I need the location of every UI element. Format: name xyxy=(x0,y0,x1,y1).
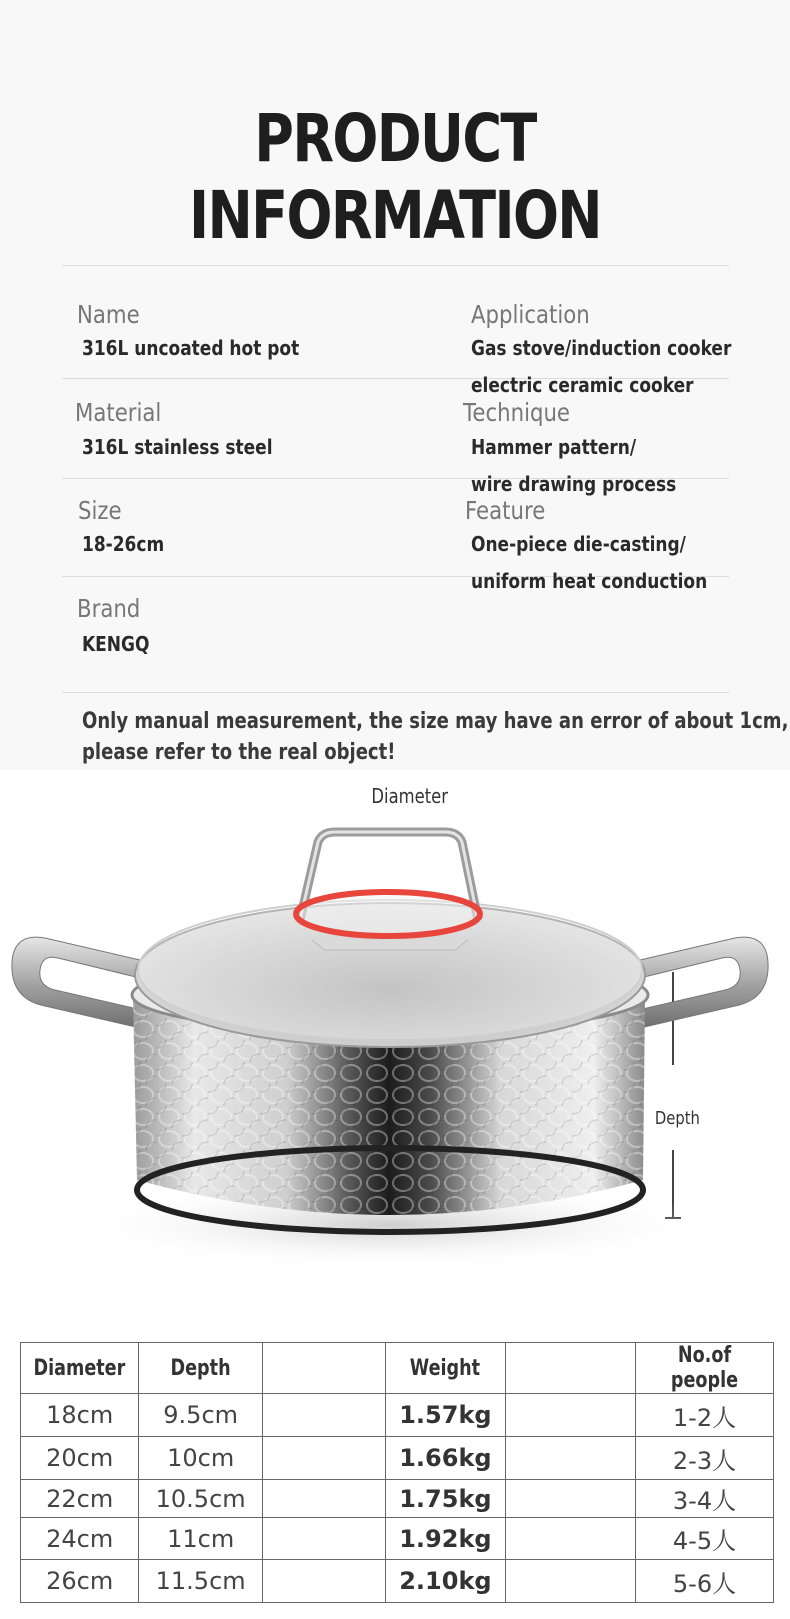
cell-empty xyxy=(262,1518,385,1560)
cell-empty xyxy=(506,1437,636,1480)
cell-people: 3-4人 xyxy=(636,1480,774,1518)
cell-depth: 11cm xyxy=(139,1518,263,1560)
cell-weight: 1.57kg xyxy=(385,1394,506,1437)
table-header-row xyxy=(21,1343,774,1394)
spec-label-material: Material xyxy=(75,398,162,427)
table-row xyxy=(21,1437,774,1480)
spec-label-application: Application xyxy=(471,300,590,329)
cell-empty xyxy=(506,1480,636,1518)
cell-depth: 10.5cm xyxy=(139,1480,263,1518)
cell-empty xyxy=(262,1437,385,1480)
cell-weight: 1.92kg xyxy=(385,1518,506,1560)
col-empty-header xyxy=(506,1343,636,1394)
table-row xyxy=(21,1560,774,1603)
table-row xyxy=(21,1480,774,1518)
spec-value-name: 316L uncoated hot pot xyxy=(82,336,300,360)
spec-value-feature-line2: uniform heat conduction xyxy=(471,569,708,593)
spec-value-size: 18-26cm xyxy=(82,532,165,556)
cell-people: 1-2人 xyxy=(636,1394,774,1437)
cell-diameter: 26cm xyxy=(21,1560,139,1603)
cell-diameter: 18cm xyxy=(21,1394,139,1437)
size-table xyxy=(20,1342,774,1603)
spec-label-brand: Brand xyxy=(77,594,141,623)
spec-value-application-line2: electric ceramic cooker xyxy=(471,373,694,397)
table-row xyxy=(21,1394,774,1437)
spec-value-application: Gas stove/induction cooker xyxy=(471,336,732,360)
spec-label-name: Name xyxy=(77,300,140,329)
spec-value-feature: One-piece die-casting/ xyxy=(471,532,686,556)
cell-people: 4-5人 xyxy=(636,1518,774,1560)
cell-empty xyxy=(262,1480,385,1518)
cell-people: 5-6人 xyxy=(636,1560,774,1603)
cell-depth: 9.5cm xyxy=(139,1394,263,1437)
col-empty-header xyxy=(262,1343,385,1394)
note-line-1: Only manual measurement, the size may have an error of about 1cm, xyxy=(82,709,789,734)
spec-label-size: Size xyxy=(78,496,122,525)
col-weight-header: Weight xyxy=(385,1343,506,1394)
col-diameter-header: Diameter xyxy=(21,1343,139,1394)
diameter-label: Diameter xyxy=(371,784,448,808)
cell-empty xyxy=(506,1560,636,1603)
spec-value-technique: Hammer pattern/ xyxy=(471,435,637,459)
cell-diameter: 22cm xyxy=(21,1480,139,1518)
spec-value-brand: KENGQ xyxy=(82,632,150,656)
cell-weight: 2.10kg xyxy=(385,1560,506,1603)
spec-label-technique: Technique xyxy=(463,398,571,427)
hot-pot-image xyxy=(0,820,790,1300)
cell-people: 2-3人 xyxy=(636,1437,774,1480)
cell-depth: 10cm xyxy=(139,1437,263,1480)
cell-diameter: 20cm xyxy=(21,1437,139,1480)
table-row xyxy=(21,1518,774,1560)
page-title: PRODUCT INFORMATION xyxy=(189,100,601,254)
spec-value-technique-line2: wire drawing process xyxy=(471,472,677,496)
cell-diameter: 24cm xyxy=(21,1518,139,1560)
divider xyxy=(62,692,729,693)
col-depth-header: Depth xyxy=(139,1343,263,1394)
depth-label: Depth xyxy=(654,1108,700,1129)
cell-weight: 1.66kg xyxy=(385,1437,506,1480)
spec-label-feature: Feature xyxy=(465,496,546,525)
cell-empty xyxy=(506,1394,636,1437)
cell-weight: 1.75kg xyxy=(385,1480,506,1518)
cell-empty xyxy=(506,1518,636,1560)
cell-empty xyxy=(262,1394,385,1437)
cell-empty xyxy=(262,1560,385,1603)
spec-value-material: 316L stainless steel xyxy=(82,435,273,459)
divider xyxy=(62,265,729,266)
cell-depth: 11.5cm xyxy=(139,1560,263,1603)
measurement-note xyxy=(82,706,788,768)
note-line-2: please refer to the real object! xyxy=(82,740,396,765)
col-people-header: No.of people xyxy=(636,1343,774,1394)
